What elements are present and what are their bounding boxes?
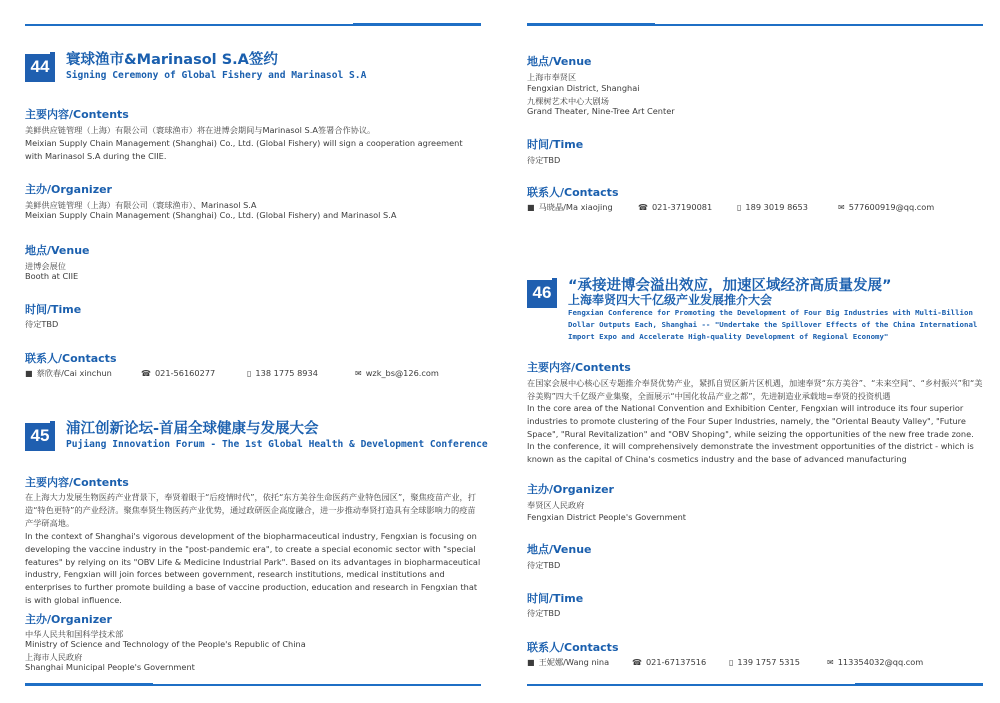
event-title-cn: 浦江创新论坛-首届全球健康与发展大会 xyxy=(66,421,319,437)
organizer-cn-1: 中华人民共和国科学技术部 xyxy=(25,629,124,639)
venue-cn: 进博会展位 xyxy=(25,261,66,271)
organizer-en-1: Ministry of Science and Technology of the People's Republic of China xyxy=(25,639,306,649)
event-title-en: Fengxian Conference for Promoting the Development of Four Big Industries with Multi-Billion Dollar Outputs Each, Shanghai -- "Undertake the Spillover Effects of the China International Import Expo and Accelerate High-quality Development of Regional Economy" xyxy=(568,308,978,341)
phone-icon: ☎ xyxy=(141,369,151,378)
contact-email[interactable]: 577600919@qq.com xyxy=(848,202,935,212)
event-title-en: Pujiang Innovation Forum - The 1st Global Health & Development Conference xyxy=(66,439,488,450)
contact-phone: 021-56160277 xyxy=(154,368,216,378)
top-rule xyxy=(25,24,481,26)
organizer-en: Meixian Supply Chain Management (Shanghai) Co., Ltd. (Global Fishery) and Marinasol S.A xyxy=(25,210,397,220)
left-page xyxy=(25,0,488,703)
person-icon: ■ xyxy=(527,203,535,212)
contact-person: 蔡欣春/Cai xinchun xyxy=(36,368,112,378)
contact-email[interactable]: 113354032@qq.com xyxy=(837,657,924,667)
venue-en-1: Fengxian District, Shanghai xyxy=(527,83,640,93)
event-title-en: Signing Ceremony of Global Fishery and Marinasol S.A xyxy=(66,70,367,81)
contacts-label: 联系人/Contacts xyxy=(527,186,619,199)
bottom-rule xyxy=(527,684,983,686)
venue-label: 地点/Venue xyxy=(527,543,592,556)
email-icon[interactable]: ✉ xyxy=(827,658,834,667)
phone-icon: ☎ xyxy=(638,203,648,212)
event-title-cn: 寰球渔市&Marinasol S.A签约 xyxy=(66,52,278,68)
person-icon: ■ xyxy=(527,658,535,667)
event-number-badge: 46 xyxy=(527,278,557,308)
venue-en-2: Grand Theater, Nine-Tree Art Center xyxy=(527,106,675,116)
person-icon: ■ xyxy=(25,369,33,378)
event-number-badge: 45 xyxy=(25,421,55,451)
venue-label: 地点/Venue xyxy=(25,244,90,257)
venue-label: 地点/Venue xyxy=(527,55,592,68)
time-label: 时间/Time xyxy=(527,592,584,605)
organizer-cn: 奉贤区人民政府 xyxy=(527,500,585,510)
top-rule xyxy=(527,24,983,26)
contacts-label: 联系人/Contacts xyxy=(25,352,117,365)
contents-label: 主要内容/Contents xyxy=(25,108,129,121)
venue-value: 待定TBD xyxy=(527,560,561,570)
time-value: 待定TBD xyxy=(527,155,561,165)
contents-label: 主要内容/Contents xyxy=(25,476,129,489)
contact-person: 马晓晶/Ma xiaojing xyxy=(538,202,613,212)
time-label: 时间/Time xyxy=(527,138,584,151)
venue-en: Booth at CIIE xyxy=(25,271,79,281)
time-value: 待定TBD xyxy=(527,608,561,618)
bottom-rule xyxy=(25,684,481,686)
contents-en: In the context of Shanghai's vigorous development of the biopharmaceutical industry, Fengxian is focusing on developing the vaccine industry in the "post-pandemic era", to create a special economic sector with "special features" by relying on its "OBV Life & Medicine Industrial Park". Based on its advantages in biopharmaceutical industry, Fengxian will join forces between government, research institutions, medical institutions and enterprises to further promote building a base of vaccine production, education and research in Fengxian that is with global influence. xyxy=(25,531,481,605)
phone-icon: ☎ xyxy=(632,658,642,667)
contact-mobile: 139 1757 5315 xyxy=(737,657,800,667)
contact-phone: 021-67137516 xyxy=(645,657,707,667)
mobile-icon: ▯ xyxy=(737,203,742,212)
time-label: 时间/Time xyxy=(25,303,82,316)
contact-mobile: 189 3019 8653 xyxy=(745,202,808,212)
organizer-label: 主办/Organizer xyxy=(527,483,614,496)
contents-cn: 在国家会展中心核心区专题推介奉贤优势产业，紧抓自贸区新片区机遇，加速奉贤“东方美谷”、“未来空间”、“乡村振兴”和“美谷美购”四大千亿级产业集聚，全面展示“中国化妆品产业之都”，先进制造业承载地=奉贤的投资机遇 xyxy=(527,378,983,401)
event-title-cn-2: 上海奉贤四大千亿级产业发展推介大会 xyxy=(568,293,773,307)
contact-phone: 021-37190081 xyxy=(651,202,713,212)
organizer-label: 主办/Organizer xyxy=(25,613,112,626)
contents-en: Meixian Supply Chain Management (Shanghai) Co., Ltd. (Global Fishery) will sign a cooperation agreement with Marinasol S.A during the CIIE. xyxy=(25,138,463,161)
mobile-icon: ▯ xyxy=(247,369,252,378)
mobile-icon: ▯ xyxy=(729,658,734,667)
organizer-cn-2: 上海市人民政府 xyxy=(25,652,83,662)
right-page xyxy=(527,0,983,703)
time-value: 待定TBD xyxy=(25,319,59,329)
venue-cn-2: 九棵树艺术中心大剧场 xyxy=(527,96,609,106)
contents-label: 主要内容/Contents xyxy=(527,361,631,374)
organizer-en: Fengxian District People's Government xyxy=(527,512,687,522)
venue-cn-1: 上海市奉贤区 xyxy=(527,72,577,82)
event-number-badge: 44 xyxy=(25,52,55,82)
contact-mobile: 138 1775 8934 xyxy=(255,368,318,378)
organizer-en-2: Shanghai Municipal People's Government xyxy=(25,662,195,672)
contents-cn: 美鲜供应链管理（上海）有限公司（寰球渔市）将在进博会期间与Marinasol S.A签署合作协议。 xyxy=(25,125,376,135)
contents-en: In the core area of the National Convention and Exhibition Center, Fengxian will introduce its four superior industries to promote clustering of the Four Super Industries, namely, the "Oriental Beauty Valley", "Future Space", "Rural Revitalization" and "OBV Shoping", while seizing the opportunities of the new free trade zone. In the conference, it will comprehensively demonstrate the investment opportunities of the district - which is known as the capital of China's cosmetics industry and the base of advanced manufacturing xyxy=(527,403,974,465)
organizer-cn: 美鲜供应链管理（上海）有限公司（寰球渔市）、Marinasol S.A xyxy=(25,200,257,210)
event-title-cn-1: “承接进博会溢出效应，加速区域经济高质量发展” xyxy=(568,278,892,294)
contact-email[interactable]: wzk_bs@126.com xyxy=(365,368,439,378)
contents-cn: 在上海大力发展生物医药产业背景下，奉贤着眼于“后疫情时代”，依托“东方美谷生命医药产业特色园区”，聚焦疫苗产业，打造“特色更特”的产业经济。聚焦奉贤生物医药产业优势，通过政研医企高度融合，进一步推动奉贤打造具有全球影响力的疫苗产学研高地。 xyxy=(25,492,476,528)
email-icon[interactable]: ✉ xyxy=(355,369,362,378)
email-icon[interactable]: ✉ xyxy=(838,203,845,212)
contacts-label: 联系人/Contacts xyxy=(527,641,619,654)
contact-person: 王妮娜/Wang nina xyxy=(538,657,610,667)
organizer-label: 主办/Organizer xyxy=(25,183,112,196)
